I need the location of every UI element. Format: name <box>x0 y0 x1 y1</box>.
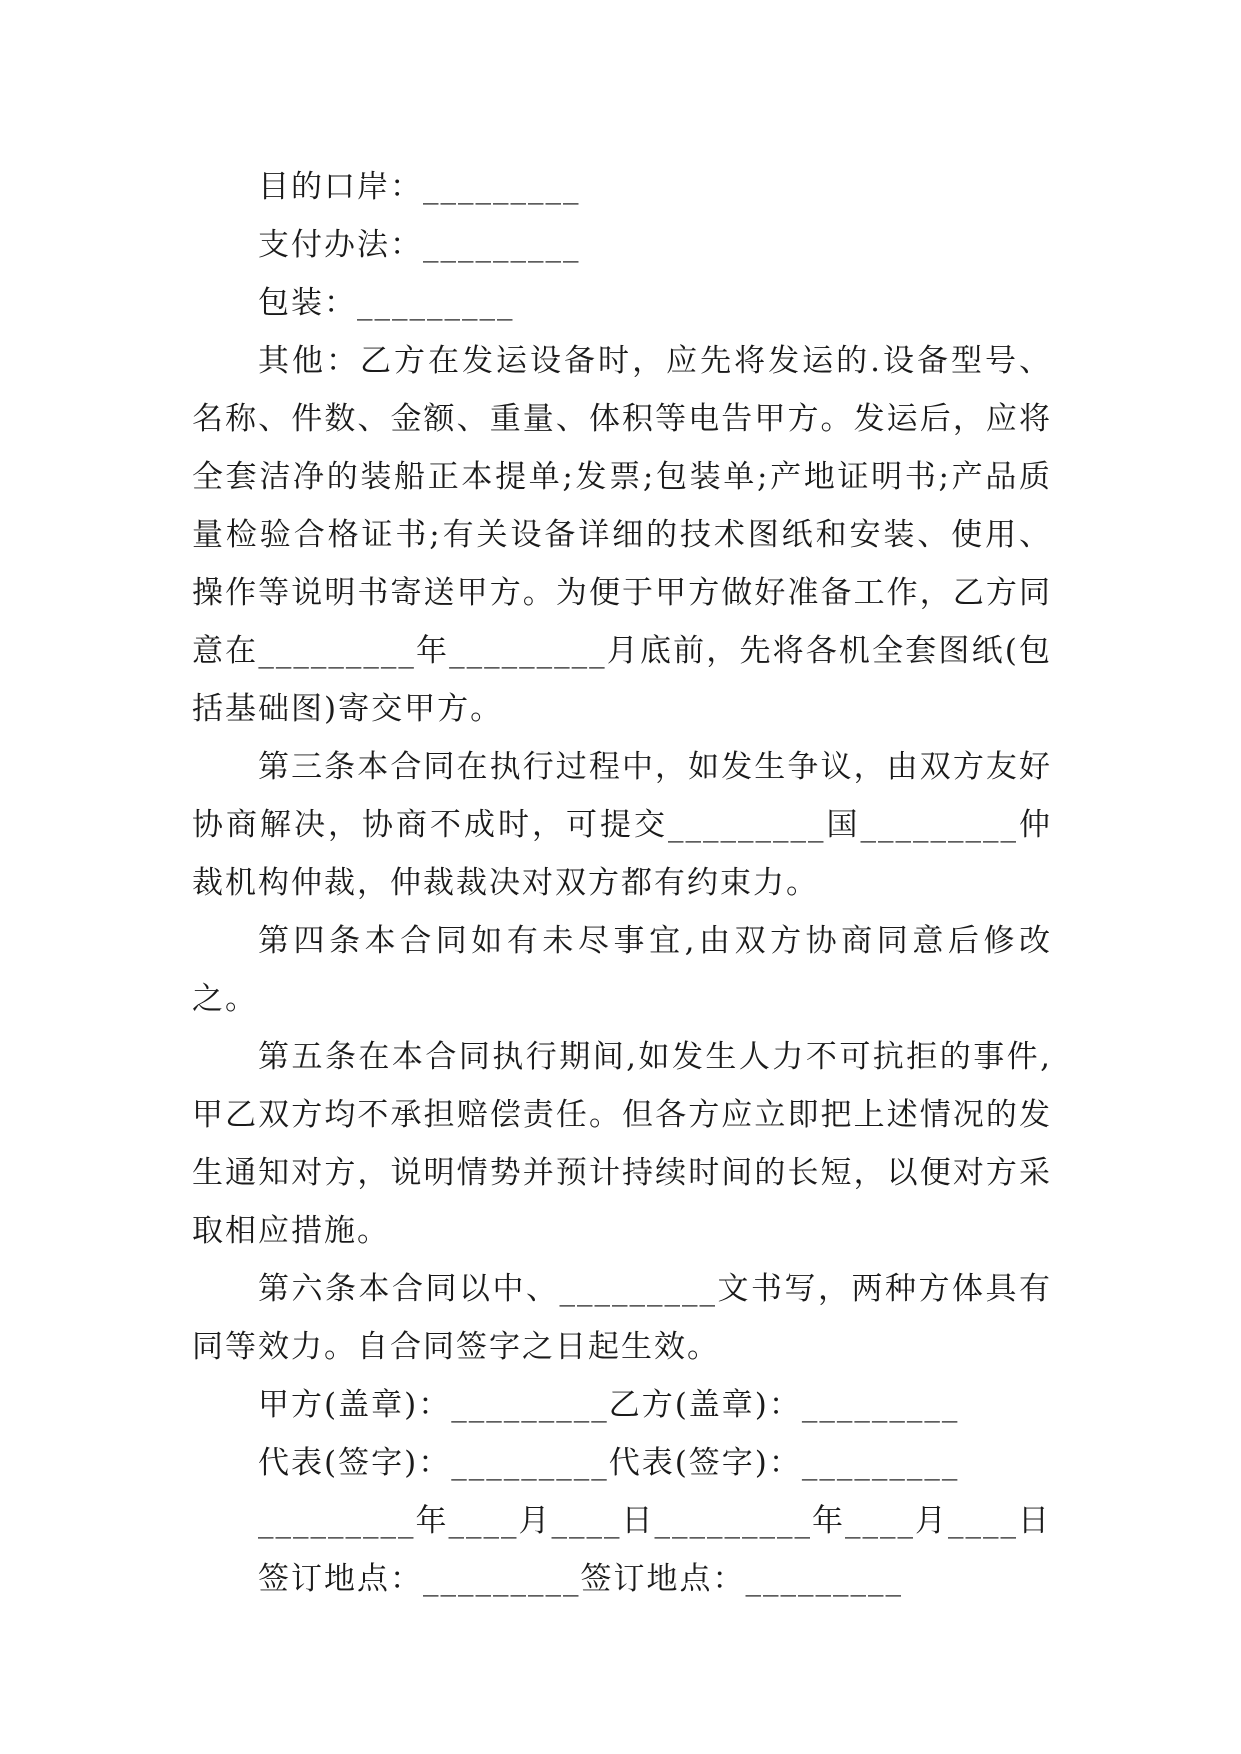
contract-body <box>192 158 1052 1608</box>
seal-line: 甲方(盖章)：_________乙方(盖章)：_________ <box>258 1387 960 1423</box>
article-6-paragraph: 第六条本合同以中、_________文书写，两种方体具有同等效力。自合同签字之日起生效。 <box>192 1271 1052 1365</box>
other-terms-paragraph: 其他：乙方在发运设备时，应先将发运的.设备型号、名称、件数、金额、重量、体积等电告甲方。发运后，应将全套洁净的装船正本提单;发票;包装单;产地证明书;产品质量检验合格证书;有关设备详细的技术图纸和安装、使用、操作等说明书寄送甲方。为便于甲方做好准备工作，乙方同意在_________年_________月底前，先将各机全套图纸(包括基础图)寄交甲方。 <box>192 343 1052 727</box>
article-3-paragraph: 第三条本合同在执行过程中，如发生争议，由双方友好协商解决，协商不成时，可提交_________国_________仲裁机构仲裁，仲裁裁决对双方都有约束力。 <box>192 749 1052 901</box>
article-4-paragraph: 第四条本合同如有未尽事宜,由双方协商同意后修改之。 <box>192 923 1052 1017</box>
article-5-paragraph: 第五条在本合同执行期间,如发生人力不可抗拒的事件,甲乙双方均不承担赔偿责任。但各方应立即把上述情况的发生通知对方，说明情势并预计持续时间的长短，以便对方采取相应措施。 <box>192 1039 1052 1249</box>
packing-line: 包装：_________ <box>258 285 515 321</box>
payment-method-line: 支付办法：_________ <box>258 227 581 263</box>
signing-place-line: 签订地点：_________签订地点：_________ <box>258 1561 903 1597</box>
destination-port-line: 目的口岸：_________ <box>258 169 581 205</box>
representative-line: 代表(签字)：_________代表(签字)：_________ <box>258 1445 960 1481</box>
date-line: _________年____月____日_________年____月____日 <box>258 1503 1051 1539</box>
